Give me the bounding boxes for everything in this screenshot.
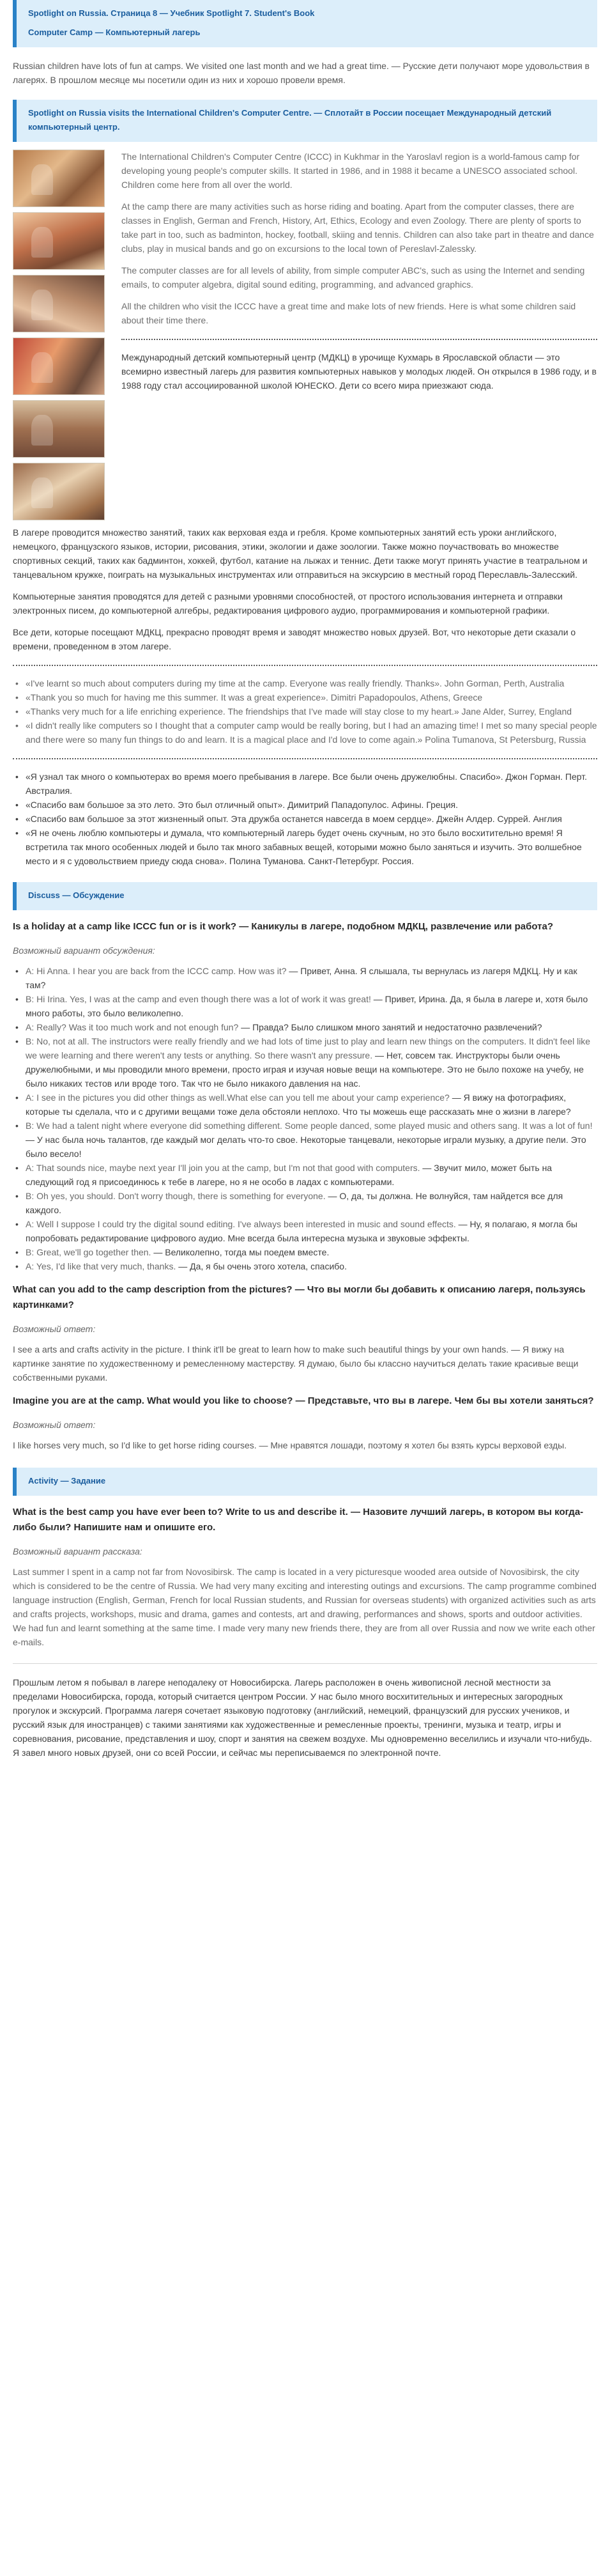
quote-item: • «Thanks very much for a life enriching experience. The friendships that I've made will stay close to my heart.» Jane Alder, Surrey, England: [22, 704, 597, 718]
section-header-visit: [13, 100, 597, 142]
intro-ru-paragraph: В лагере проводится множество занятий, таких как верховая езда и гребля. Кроме компьютерных занятий есть уроки английского, немецкого, французского языков, истории, рисования, этики, экологии и даже зоологии. Также можно поучаствовать во множестве спортивных секций, таких как бадминтон, хоккей, футбол, катание на лыжах и теннис. Дети также могут принять участие в театральном и танцевальном кружке, поиграть на музыкальных инструментах или отправиться на экскурсию в местный город Переславль-Залесский.: [13, 527, 588, 580]
dialogue-line: • A: Hi Anna. I hear you are back from the ICCC camp. How was it? — Привет, Анна. Я слышала, ты вернулась из лагеря МДКЦ. Ну и как там?: [22, 964, 597, 992]
intro-ru-paragraph: Международный детский компьютерный центр (МДКЦ) в урочище Кухмарь в Ярославской области — это всемирно известный лагерь для развития компьютерных навыков у молодых людей. Он открылся в 1986 году, и в 1988 году стал ассоциированной школой ЮНЕСКО. Дети со всего мира приезжают сюда.: [121, 352, 597, 391]
quote-item: • «Я не очень люблю компьютеры и думала, что компьютерный лагерь будет очень скучным, но это было восхитительно время! Я встретила так много особенных людей и было так много забавных вещей, которыми можно было заняться и изучить. Это волшебное место и я с удовольствием приеду сюда снова». Полина Туманова. Санкт-Петербург. Россия.: [22, 826, 597, 868]
quotes-english: [13, 676, 597, 747]
dotted-divider: [13, 665, 597, 666]
section-header-discuss: [13, 882, 597, 910]
camp-photo-computers: [13, 150, 105, 207]
intro-en-paragraph: At the camp there are many activities such as horse riding and boating. Apart from the computer classes, there are classes in English, German and French, History, Art, Ethics, Ecology and even Zoology. There are plenty of sports to take part in too, such as badminton, hockey, football, skiing and tennis. Children can also take part in theatre and dance clubs, play in musical bands and go on excursions to the local town of Pereslavl-Zalessky.: [121, 201, 594, 254]
dialogue-line: • A: Really? Was it too much work and not enough fun? — Правда? Было слишком много занятий и недостаточно развлечений?: [22, 1020, 597, 1034]
dialogue-line: • B: Oh yes, you should. Don't worry though, there is something for everyone. — О, да, ты должна. Не волнуйся, там найдется все для каждого.: [22, 1189, 597, 1217]
answer-paragraph: I see a arts and crafts activity in the picture. I think it'll be great to learn how to make such beautiful things by your own hands. — Я вижу на картинке занятие по художественному и ремесленному мастерству. Я думаю, было бы классно научиться делать такие красивые вещи собственными руками.: [13, 1344, 579, 1383]
intro-ru-paragraph: Все дети, которые посещают МДКЦ, прекрасно проводят время и заводят множество новых друзей. Вот, что некоторые дети сказали о времени, проведенном в этом лагере.: [13, 627, 576, 651]
discuss-label: Возможный ответ:: [13, 1420, 96, 1430]
dialogue-line: • B: Hi Irina. Yes, I was at the camp and even though there was a lot of work it was great! — Привет, Ирина. Да, я была в лагере и, хотя было много работы, это было великолепно.: [22, 992, 597, 1020]
camp-photo-crafts: [13, 338, 105, 395]
dotted-divider: [13, 758, 597, 759]
header-breadcrumb: Spotlight on Russia. Страница 8 — Учебник Spotlight 7. Student's Book: [28, 8, 315, 18]
intro-en-paragraph: The computer classes are for all levels of ability, from simple computer ABC's, such as using the Internet and sending emails, to computer algebra, digital sound editing, programming, and advanced graphics.: [121, 265, 585, 290]
intro-en-paragraph: All the children who visit the ICCC have a great time and make lots of new friends. Here is what some children said about their time there.: [121, 301, 576, 325]
quote-item: • «I didn't really like computers so I thought that a computer camp would be really boring, but I had an amazing time! I met so many special people and there were so many fun things to do and learn. It is a magical place and I'd love to come again.» Polina Tumanova, St Petersburg, Russia: [22, 718, 597, 747]
dialogue-line: • B: We had a talent night where everyone did something different. Some people danced, some played music and others sang. It was a lot of fun! — У нас была ночь талантов, где каждый мог делать что-то свое. Некоторые танцевали, некоторые играли музыку, а другие пели. Это было весело!: [22, 1119, 597, 1161]
divider: [13, 1663, 597, 1664]
quote-item: • «Thank you so much for having me this summer. It was a great experience». Dimitri Papadopoulos, Athens, Greece: [22, 690, 597, 704]
camp-photo-class: [13, 463, 105, 520]
dialogue-list: [13, 964, 597, 1273]
discuss-label: Возможный ответ:: [13, 1324, 96, 1334]
intro-ru-paragraph: Компьютерные занятия проводятся для детей с разными уровнями способностей, от простого использования интернета и отправки электронных писем, до компьютерной алгебры, редактирования цифрового аудио, программирования и компьютерной графики.: [13, 591, 563, 616]
camp-photo-music: [13, 400, 105, 458]
quote-item: • «I've learnt so much about computers during my time at the camp. Everyone was really friendly. Thanks». John Gorman, Perth, Australia: [22, 676, 597, 690]
quote-item: • «Я узнал так много о компьютерах во время моего пребывания в лагере. Все были очень дружелюбны. Спасибо». Джон Горман. Перт. Австралия.: [22, 770, 597, 798]
activity-question: What is the best camp you have ever been to? Write to us and describe it. — Назовите лучший лагерь, в котором вы когда-либо были? Напишите нам и опишите его.: [13, 1507, 584, 1533]
discuss-question: Imagine you are at the camp. What would you like to choose? — Представьте, что вы в лагере. Чем бы вы хотели заняться?: [13, 1395, 594, 1406]
section-header-spotlight: [13, 0, 597, 47]
dialogue-line: • B: No, not at all. The instructors were really friendly and we had lots of time just to play and learn new things on the computers. It didn't feel like we were learning and there weren't any tests or anything. So there wasn't any pressure. — Нет, совсем так. Инструкторы были очень дружелюбными, и мы проводили много времени, просто играя и изучая новые вещи на компьютере. Это не было похоже на учебу, не было никаких тестов или вроде того. Так что не было никакого давления на нас.: [22, 1034, 597, 1090]
camp-photo-group: [13, 212, 105, 270]
visit-title: Spotlight on Russia visits the International Children's Computer Centre. — Сплотайт в России посещает Международный детский компьютерный центр.: [28, 108, 552, 132]
quote-item: • «Спасибо вам большое за это лето. Это был отличный опыт». Димитрий Пападопулос. Афины. Греция.: [22, 798, 597, 812]
activity-label: Возможный вариант рассказа:: [13, 1546, 142, 1556]
story-english: Last summer I spent in a camp not far from Novosibirsk. The camp is located in a very picturesque wooded area outside of Novosibirsk, the city which is considered to be the centre of Russia. We had very many exciting and interesting outings and excursions. The camp programme combined language instruction (English, German, French for local Russian students, and Russian for overseas students) with organized activities such as arts and crafts projects, workshops, music and drama, games and contests, art and drawing, performances and shows, sports and outdoor activities. We had fun and learnt something at the same time. I made very many new friends there, they are from all over Russia and now we write each other e-mails.: [13, 1567, 597, 1647]
dialogue-line: • B: Great, we'll go together then. — Великолепно, тогда мы поедем вместе.: [22, 1245, 597, 1259]
dialogue-line: • A: Yes, I'd like that very much, thanks. — Да, я бы очень этого хотела, спасибо.: [22, 1259, 597, 1273]
intro-section: [13, 150, 597, 525]
answer-paragraph: I like horses very much, so I'd like to get horse riding courses. — Мне нравятся лошади, поэтому я хотел бы взять курсы верховой езды.: [13, 1440, 567, 1450]
dialogue-line: • A: I see in the pictures you did other things as well.What else can you tell me about your camp experience? — Я вижу на фотографиях, которые ты сделала, что и с другими вещами тоже дела обстояли неплохо. Что ты можешь еще рассказать мне о жизни в лагере?: [22, 1090, 597, 1119]
quote-item: • «Спасибо вам большое за этот жизненный опыт. Эта дружба останется навсегда в моем сердце». Джейн Алдер. Суррей. Англия: [22, 812, 597, 826]
discuss-question: Is a holiday at a camp like ICCC fun or is it work? — Каникулы в лагере, подобном МДКЦ, развлечение или работа?: [13, 921, 553, 932]
dialogue-line: • A: That sounds nice, maybe next year I'll join you at the camp, but I'm not that good with computers. — Звучит мило, может быть на следующий год я присоединюсь к тебе в лагере, но я не особо в ладах с компьютерами.: [22, 1161, 597, 1189]
discuss-question: What can you add to the camp description from the pictures? — Что вы могли бы добавить к описанию лагеря, пользуясь картинками?: [13, 1284, 586, 1310]
activity-title: Activity — Задание: [28, 1476, 106, 1486]
header-subtitle: Computer Camp — Компьютерный лагерь: [28, 27, 201, 37]
photo-column: [13, 150, 109, 525]
intro-text: [109, 150, 597, 525]
lead-paragraph: Russian children have lots of fun at camps. We visited one last month and we had a great time. — Русские дети получают море удовольствия в лагерях. В прошлом месяце мы посетили один из них и хорошо провели время.: [13, 61, 590, 85]
section-header-activity: [13, 1468, 597, 1496]
discuss-title: Discuss — Обсуждение: [28, 890, 125, 900]
dotted-divider: [121, 339, 597, 340]
discuss-label: Возможный вариант обсуждения:: [13, 945, 155, 956]
quotes-russian: [13, 770, 597, 868]
intro-en-paragraph: The International Children's Computer Centre (ICCC) in Kukhmar in the Yaroslavl region is a world-famous camp for developing young people's computer skills. It started in 1986, and in 1988 it became a UNESCO associated school. Children come here from all over the world.: [121, 151, 580, 190]
story-russian: Прошлым летом я побывал в лагере неподалеку от Новосибирска. Лагерь расположен в очень живописной лесной местности за пределами Новосибирска, города, который считается центром России. У нас было много восхитительных и интересных загородных прогулок и экскурсий. Программа лагеря сочетает языковую подготовку (английский, немецкий, французский для русских учеников, и русский язык для иностранцев) с такими занятиями как художественные и ремесленные проекты, тренинги, музыка и театр, игры и соревнования, рисование, представления и шоу, спорт и занятия на свежем воздухе. Мы одновременно веселились и изучали что-нибудь. Я завел много новых друзей, они со всей России, и сейчас мы переписываемся по электронной почте.: [13, 1677, 592, 1758]
camp-photo-dance: [13, 275, 105, 332]
dialogue-line: • A: Well I suppose I could try the digital sound editing. I've always been interested in music and sound effects. — Ну, я полагаю, я могла бы попробовать редактирование цифрового аудио. Мне всегда была интересна музыка и звуковые эффекты.: [22, 1217, 597, 1245]
